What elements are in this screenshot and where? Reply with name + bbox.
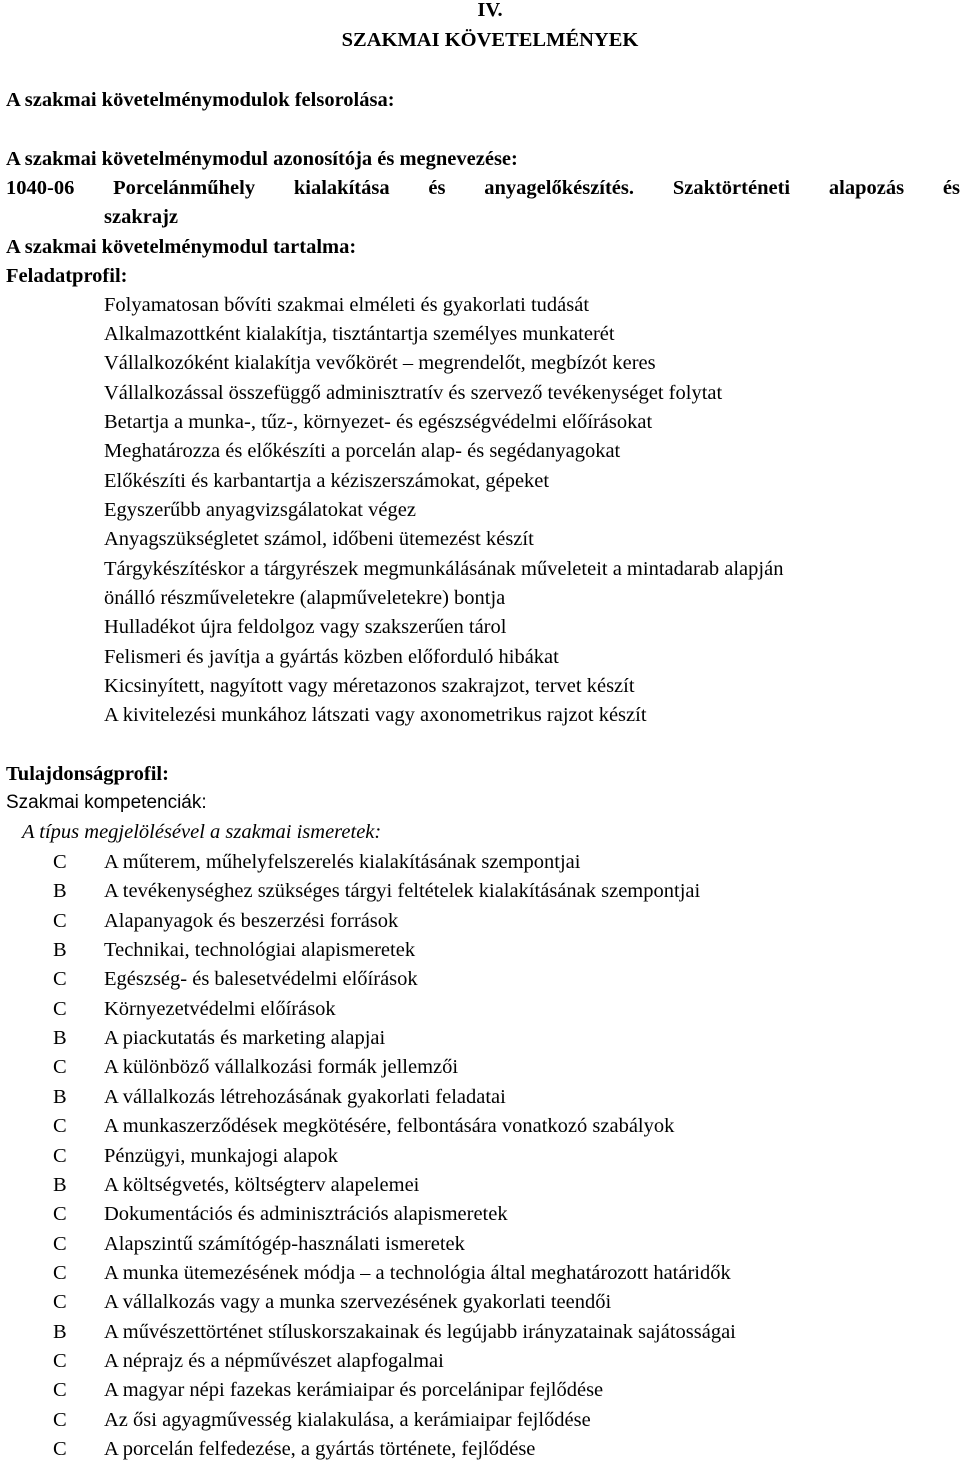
list-item: Hulladékot újra feldolgoz vagy szakszerűen tárol (104, 616, 507, 638)
knowledge-level: C (53, 851, 67, 873)
list-item: Vállalkozással összefüggő adminisztratív és szervező tevékenységet folytat (104, 382, 723, 404)
knowledge-row (0, 1202, 960, 1226)
knowledge-level: C (53, 1291, 67, 1314)
list-item: Előkészíti és karbantartja a kéziszerszámokat, gépeket (104, 470, 550, 492)
knowledge-row (0, 1320, 960, 1344)
knowledge-level: C (53, 1408, 67, 1431)
knowledge-level: C (53, 1056, 67, 1079)
knowledge-level: C (53, 968, 67, 991)
list-item: A kivitelezési munkához látszati vagy axonometrikus rajzot készít (104, 704, 647, 726)
task-profile-label: Feladatprofil: (6, 265, 128, 287)
knowledge-row (0, 1290, 960, 1314)
knowledge-text: Technikai, technológiai alapismeretek (104, 939, 416, 962)
knowledge-level: B (53, 1027, 67, 1050)
knowledge-level: C (53, 1349, 67, 1372)
knowledge-row (0, 850, 960, 874)
knowledge-level: C (53, 1438, 67, 1460)
knowledge-level: C (53, 1232, 67, 1255)
knowledge-row (0, 1144, 960, 1168)
list-item: Tárgykészítéskor a tárgyrészek megmunkálásának műveleteit a mintadarab alapján (104, 558, 784, 580)
knowledge-level: C (53, 997, 67, 1020)
module-word: kialakítása (293, 177, 390, 199)
knowledge-level: B (53, 939, 67, 962)
knowledge-level: C (53, 1379, 67, 1402)
module-word: 1040-06 (6, 177, 75, 199)
knowledge-text: Környezetvédelmi előírások (104, 997, 336, 1020)
knowledge-text: A néprajz és a népművészet alapfogalmai (104, 1349, 444, 1372)
module-id-label: A szakmai követelménymodul azonosítója és megnevezése: (6, 148, 518, 170)
knowledge-text: A különböző vállalkozási formák jellemzői (104, 1056, 459, 1079)
list-item: Egyszerűbb anyagvizsgálatokat végez (104, 499, 416, 521)
knowledge-text: Alapszintű számítógép-használati ismeretek (104, 1232, 465, 1255)
list-item: Felismeri és javítja a gyártás közben előforduló hibákat (104, 646, 559, 668)
knowledge-text: A munka ütemezésének módja – a technológia által meghatározott határidők (104, 1261, 731, 1284)
list-item: Meghatározza és előkészíti a porcelán alap- és segédanyagokat (104, 440, 621, 462)
knowledge-level: B (53, 1173, 67, 1196)
knowledge-text: Egészség- és balesetvédelmi előírások (104, 968, 418, 991)
knowledge-text: A piackutatás és marketing alapjai (104, 1027, 386, 1050)
knowledge-level: C (53, 1203, 67, 1226)
module-word: Porcelánműhely (113, 177, 256, 199)
knowledge-row (0, 909, 960, 933)
module-word: és (428, 177, 446, 199)
knowledge-row (0, 1026, 960, 1050)
knowledge-text: Az ősi agyagművesség kialakulása, a kerámiaipar fejlődése (104, 1408, 591, 1431)
knowledge-row (0, 1408, 960, 1432)
section-title: SZAKMAI KÖVETELMÉNYEK (341, 29, 639, 51)
list-item: Vállalkozóként kialakítja vevőkörét – megrendelőt, megbízót keres (104, 352, 656, 374)
knowledge-text: A tevékenységhez szükséges tárgyi feltételek kialakításának szempontjai (104, 880, 701, 903)
list-item: Folyamatosan bővíti szakmai elméleti és gyakorlati tudását (104, 294, 590, 316)
knowledge-row (0, 938, 960, 962)
knowledge-row (0, 1261, 960, 1285)
modules-list-label: A szakmai követelménymodulok felsorolása: (6, 89, 395, 111)
module-title-line-1 (6, 176, 960, 200)
property-profile-label: Tulajdonságprofil: (6, 763, 169, 785)
knowledge-row (0, 1349, 960, 1373)
list-item: Betartja a munka-, tűz-, környezet- és egészségvédelmi előírásokat (104, 411, 653, 433)
knowledge-row (0, 879, 960, 903)
section-number: IV. (477, 0, 503, 21)
knowledge-text: A munkaszerződések megkötésére, felbontására vonatkozó szabályok (104, 1115, 675, 1138)
knowledge-text: A műterem, műhelyfelszerelés kialakításának szempontjai (104, 851, 581, 873)
knowledge-level: B (53, 1085, 67, 1108)
module-word: Szaktörténeti (672, 177, 791, 199)
knowledge-row (0, 1173, 960, 1197)
list-item: Kicsinyített, nagyított vagy méretazonos szakrajzot, tervet készít (104, 675, 635, 697)
knowledge-text: A porcelán felfedezése, a gyártás története, fejlődése (104, 1438, 536, 1460)
knowledge-level: C (53, 1261, 67, 1284)
knowledge-row (0, 967, 960, 991)
knowledge-row (0, 1232, 960, 1256)
knowledge-level: B (53, 880, 67, 903)
knowledge-level: C (53, 909, 67, 932)
module-title-line-2: szakrajz (104, 206, 179, 228)
module-word: anyagelőkészítés. (484, 177, 635, 199)
knowledge-text: Pénzügyi, munkajogi alapok (104, 1144, 338, 1167)
type-label: A típus megjelölésével a szakmai ismeretek: (22, 821, 382, 843)
knowledge-text: Dokumentációs és adminisztrációs alapismeretek (104, 1203, 508, 1226)
module-word: alapozás (828, 177, 905, 199)
knowledge-row (0, 997, 960, 1021)
knowledge-row (0, 1114, 960, 1138)
knowledge-level: C (53, 1115, 67, 1138)
knowledge-row (0, 1085, 960, 1109)
knowledge-text: A vállalkozás létrehozásának gyakorlati feladatai (104, 1085, 506, 1108)
knowledge-row (0, 1055, 960, 1079)
knowledge-level: B (53, 1320, 67, 1343)
knowledge-text: A költségvetés, költségterv alapelemei (104, 1173, 420, 1196)
knowledge-text: Alapanyagok és beszerzési források (104, 909, 399, 932)
knowledge-text: A magyar népi fazekas kerámiaipar és porcelánipar fejlődése (104, 1379, 604, 1402)
list-item: Alkalmazottként kialakítja, tisztántartja személyes munkaterét (104, 323, 615, 345)
knowledge-text: A vállalkozás vagy a munka szervezésének gyakorlati teendői (104, 1291, 612, 1314)
list-item: önálló részműveletekre (alapműveletekre) bontja (104, 587, 506, 609)
knowledge-row (0, 1437, 960, 1461)
knowledge-level: C (53, 1144, 67, 1167)
competencies-label: Szakmai kompetenciák: (6, 792, 207, 813)
list-item: Anyagszükségletet számol, időbeni ütemezést készít (104, 528, 534, 550)
module-content-label: A szakmai követelménymodul tartalma: (6, 236, 357, 258)
module-word: és (942, 177, 960, 199)
knowledge-text: A művészettörténet stíluskorszakainak és legújabb irányzatainak sajátosságai (104, 1320, 736, 1343)
knowledge-row (0, 1378, 960, 1402)
